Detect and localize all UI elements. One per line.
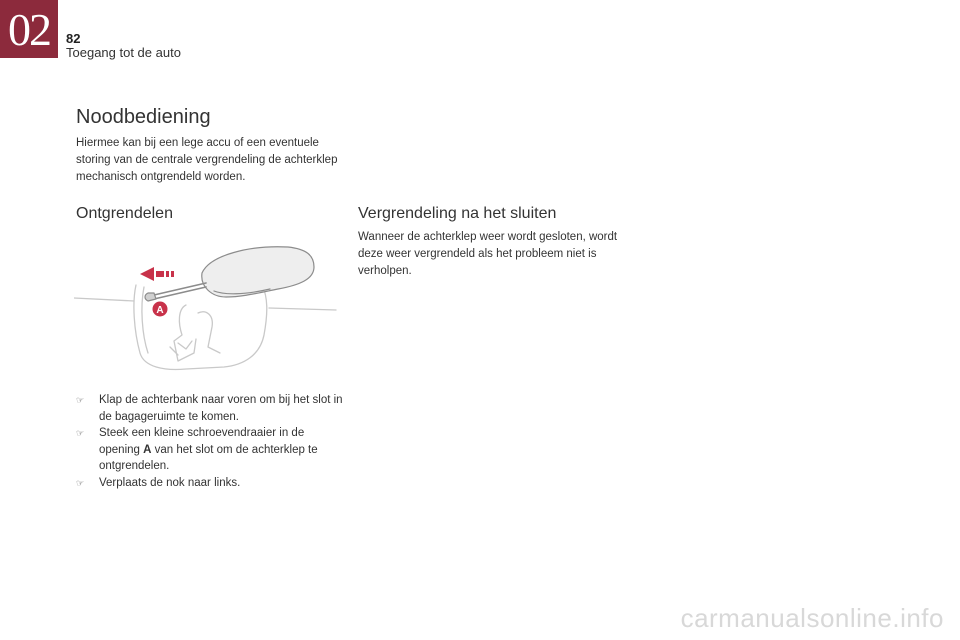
step-text: Klap de achterbank naar voren om bij het slot in de bagageruimte te komen. xyxy=(99,394,343,423)
watermark: carmanualsonline.info xyxy=(680,603,944,633)
lock-illustration xyxy=(74,243,338,373)
label-a-text: A xyxy=(156,305,164,316)
chapter-title: Toegang tot de auto xyxy=(66,45,181,60)
step-text: Verplaats de nok naar links. xyxy=(99,476,241,489)
step-bold-ref: A xyxy=(143,443,152,456)
pointing-finger-icon: ☞ xyxy=(76,477,85,488)
pointing-finger-icon: ☞ xyxy=(76,428,85,438)
unlock-steps xyxy=(76,392,346,491)
step-item xyxy=(76,425,346,475)
page-number: 82 xyxy=(66,31,81,46)
relock-text: Wanneer de achterklep weer wordt gesloten, wordt deze weer vergrendeld als het probleem niet is verholpen. xyxy=(358,231,618,277)
step-item xyxy=(76,475,346,492)
section-intro: Hiermee kan bij een lege accu of een eventuele storing van de centrale vergrendeling de achterklep mechanisch ontgrendeld worden. xyxy=(76,137,338,183)
step-item xyxy=(76,392,346,425)
step-text-after: van het slot om de achterklep te ontgrendelen. xyxy=(99,443,318,472)
section-title: Noodbediening xyxy=(76,106,211,128)
step-text: Steek een kleine schroevendraaier in de opening xyxy=(99,427,305,456)
pointing-finger-icon: ☞ xyxy=(76,395,85,405)
chapter-number: 02 xyxy=(8,3,50,55)
relock-title: Vergrendeling na het sluiten xyxy=(358,205,557,222)
chapter-tab xyxy=(0,0,58,58)
unlock-title: Ontgrendelen xyxy=(76,205,173,222)
